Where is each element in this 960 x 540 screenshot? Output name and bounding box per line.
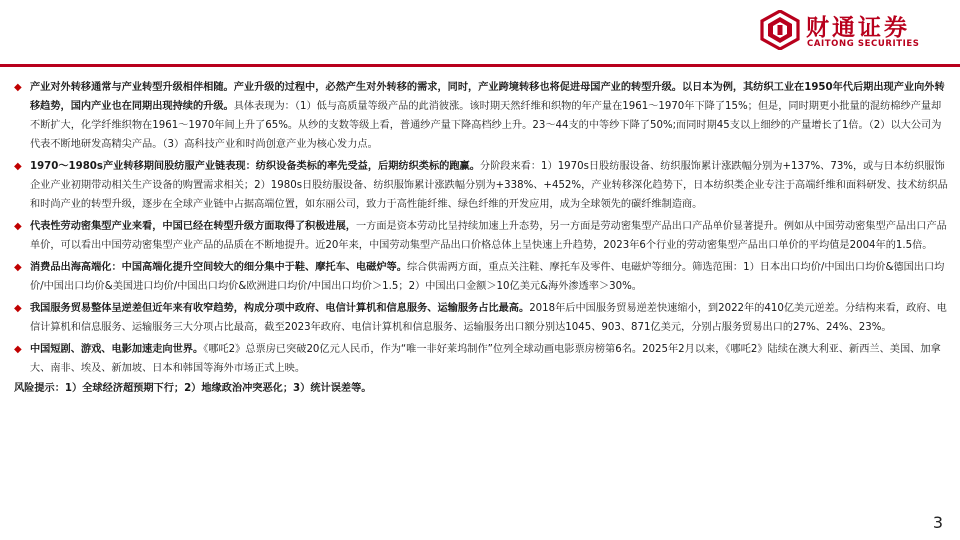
main-content — [14, 78, 948, 398]
paragraph-body: 具体表现为：（1）低与高质量等级产品的此消彼涨。该时期天然纤维和织物的年产量在1961～1970年下降了15%；但是，同时期更小批量的混纺棉纱产量却不断扩大，化学纤维织物在1961～1970年间上升了65%。从纱的支数等级上看，普通纱产量下降高档纱上升。23～44支的中等纱下降了50%;而同时期45支以上细纱的产量增长了1倍。（2）以大公司为代表不断地研发高精尖产品。（3）高科技产业和时尚创意产业为核心发力点。 — [30, 101, 942, 150]
bullet-paragraph — [14, 157, 948, 214]
paragraph-lead: 我国服务贸易整体呈逆差但近年来有收窄趋势，构成分项中政府、电信计算机和信息服务、运输服务占比最高。 — [30, 303, 530, 314]
header-divider — [0, 64, 960, 67]
bullet-paragraph — [14, 258, 948, 296]
paragraph-body: 2018年后中国服务贸易逆差快速缩小，到2022年的410亿美元逆差。分结构来看，政府、电信计算机和信息服务、运输服务三大分项占比最高，截至2023年政府、电信计算机和信息服务、运输服务出口额分别达1045、903、871亿美元，分别占服务贸易出口的27%、24%、23%。 — [30, 303, 947, 333]
bullet-paragraph — [14, 340, 948, 378]
paragraph-lead: 代表性劳动密集型产业来看，中国已经在转型升级方面取得了积极进展， — [30, 221, 356, 232]
paragraph-lead: 产业对外转移通常与产业转型升级相伴相随。产业升级的过程中，必然产生对外转移的需求，同时，产业跨境转移也将促进母国产业的转型升级。以日本为例，其纺织工业在1950年代后期出现产业向外转移趋势，国内产业也在同期出现持续的升级。 — [30, 82, 945, 112]
paragraph-body: 一方面是资本劳动比呈持续加速上升态势，另一方面是劳动密集型产品出口产品单价显著提升。例如从中国劳动密集型产品出口产品单价，可以看出中国劳动密集型产业产品的品质在不断地提升。近20年来，中国劳动集型产品出口价格总体上呈快速上升趋势，2023年6个行业的劳动密集型产品出口单价的平均值是2004年的1.5倍。 — [30, 221, 947, 251]
diamond-bullet-icon: ◆ — [14, 82, 22, 93]
brand-name-cn: 财通证券 — [806, 15, 910, 41]
diamond-bullet-icon: ◆ — [14, 161, 22, 172]
diamond-bullet-icon: ◆ — [14, 221, 22, 232]
bullet-paragraph — [14, 78, 948, 154]
brand-name-en: CAITONG SECURITIES — [807, 39, 920, 49]
paragraph-body: 《哪吒2》总票房已突破20亿元人民币，作为“唯一非好莱坞制作”位列全球动画电影票房榜第6名。2025年2月以来，《哪吒2》陆续在澳大利亚、新西兰、美国、加拿大、南非、埃及、新加坡、日本和韩国等海外市场正式上映。 — [30, 344, 941, 374]
diamond-bullet-icon: ◆ — [14, 262, 22, 273]
diamond-bullet-icon: ◆ — [14, 303, 22, 314]
paragraph-body: 分阶段来看：1）1970s日股纺服设备、纺织服饰累计涨跌幅分别为+137%、73%，或与日本纺织服饰企业产业初期带动相关生产设备的购置需求相关；2）1980s日股纺服设备、纺织服饰累计涨跌幅分别为+338%、+452%，产业转移深化趋势下，日本纺织类企业专注于高端纤维和面料研发、技术纺织品和时尚产业的转型升级，逐步在全球产业链中占据高端位置，如东丽公司，致力于高性能纤维、绿色纤维的开发应用，成为全球领先的碳纤维制造商。 — [30, 161, 948, 210]
paragraph-lead: 中国短剧、游戏、电影加速走向世界。 — [30, 344, 204, 355]
paragraph-lead: 1970～1980s产业转移期间股纺服产业链表现：纺织设备类标的率先受益，后期纺织类标的跑赢。 — [30, 161, 480, 172]
page-number: 3 — [932, 513, 943, 532]
caitong-logo-icon — [760, 10, 800, 50]
bullet-paragraph — [14, 217, 948, 255]
bullet-paragraph — [14, 299, 948, 337]
brand-logo — [760, 6, 952, 58]
paragraph-body: 综合供需两方面，重点关注鞋、摩托车及零件、电磁炉等细分。筛选范围：1）日本出口均价/中国出口均价&德国出口均价/中国出口均价&美国进口均价/中国出口均价&欧洲进口均价/中国出口均价＞1.5；2）中国出口金额＞10亿美元&海外渗透率＞30%。 — [30, 262, 945, 292]
diamond-bullet-icon: ◆ — [14, 344, 22, 355]
risk-note: 风险提示：1）全球经济超预期下行；2）地缘政治冲突恶化；3）统计误差等。 — [14, 383, 372, 394]
paragraph-lead: 消费品出海高端化：中国高端化提升空间较大的细分集中于鞋、摩托车、电磁炉等。 — [30, 262, 407, 273]
